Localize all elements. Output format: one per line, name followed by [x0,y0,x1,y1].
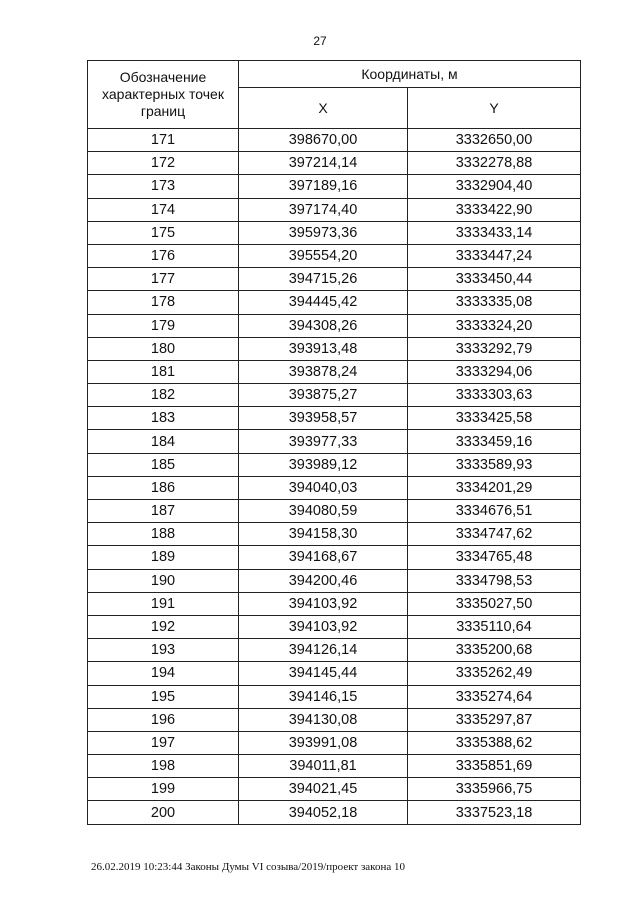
table-row [88,546,581,569]
point-cell: 193 [88,639,239,662]
point-cell: 197 [88,731,239,754]
page-number: 27 [313,34,327,48]
table-row [88,476,581,499]
y-cell: 3333422,90 [408,198,581,221]
point-cell: 176 [88,244,239,267]
point-cell: 185 [88,453,239,476]
y-cell: 3337523,18 [408,801,581,824]
x-cell: 394158,30 [239,523,408,546]
x-cell: 398670,00 [239,129,408,152]
table-row [88,453,581,476]
point-cell: 198 [88,755,239,778]
point-cell: 180 [88,337,239,360]
y-cell: 3334676,51 [408,500,581,523]
header-y: Y [408,88,581,129]
table-header [88,61,581,129]
x-cell: 393878,24 [239,360,408,383]
x-cell: 394103,92 [239,592,408,615]
y-cell: 3332904,40 [408,175,581,198]
point-cell: 188 [88,523,239,546]
table-row [88,268,581,291]
x-cell: 394040,03 [239,476,408,499]
x-cell: 394011,81 [239,755,408,778]
point-cell: 195 [88,685,239,708]
point-cell: 190 [88,569,239,592]
table-row [88,221,581,244]
x-cell: 394130,08 [239,708,408,731]
x-cell: 397174,40 [239,198,408,221]
x-cell: 397189,16 [239,175,408,198]
table-row [88,291,581,314]
x-cell: 394200,46 [239,569,408,592]
table-row [88,314,581,337]
table-row [88,244,581,267]
y-cell: 3332278,88 [408,152,581,175]
point-cell: 191 [88,592,239,615]
x-cell: 394021,45 [239,778,408,801]
point-cell: 173 [88,175,239,198]
x-cell: 394103,92 [239,615,408,638]
point-cell: 172 [88,152,239,175]
table-body [88,129,581,825]
header-x: X [239,88,408,129]
table-row [88,500,581,523]
y-cell: 3335274,64 [408,685,581,708]
point-cell: 196 [88,708,239,731]
footer-stamp: 26.02.2019 10:23:44 Законы Думы VI созыва/2019/проект закона 10 [91,861,405,873]
y-cell: 3333459,16 [408,430,581,453]
point-cell: 192 [88,615,239,638]
point-cell: 171 [88,129,239,152]
table-row [88,152,581,175]
y-cell: 3335262,49 [408,662,581,685]
x-cell: 393989,12 [239,453,408,476]
coordinates-table [87,60,581,825]
x-cell: 395973,36 [239,221,408,244]
x-cell: 393913,48 [239,337,408,360]
y-cell: 3334747,62 [408,523,581,546]
table-row [88,708,581,731]
table-row [88,569,581,592]
point-cell: 183 [88,407,239,430]
y-cell: 3335966,75 [408,778,581,801]
header-coordinates: Координаты, м [239,61,581,88]
point-cell: 181 [88,360,239,383]
x-cell: 394168,67 [239,546,408,569]
table-row [88,755,581,778]
table-row [88,198,581,221]
header-designation: Обозначение характерных точек границ [88,61,239,129]
table-row [88,175,581,198]
table-row [88,592,581,615]
table-row [88,615,581,638]
y-cell: 3335297,87 [408,708,581,731]
y-cell: 3333589,93 [408,453,581,476]
y-cell: 3333450,44 [408,268,581,291]
table-row [88,801,581,824]
table-row [88,407,581,430]
y-cell: 3333303,63 [408,384,581,407]
y-cell: 3333324,20 [408,314,581,337]
point-cell: 175 [88,221,239,244]
table-row [88,685,581,708]
table-row [88,337,581,360]
x-cell: 395554,20 [239,244,408,267]
y-cell: 3335851,69 [408,755,581,778]
point-cell: 194 [88,662,239,685]
point-cell: 184 [88,430,239,453]
point-cell: 178 [88,291,239,314]
y-cell: 3333433,14 [408,221,581,244]
y-cell: 3333292,79 [408,337,581,360]
point-cell: 177 [88,268,239,291]
y-cell: 3334201,29 [408,476,581,499]
x-cell: 393977,33 [239,430,408,453]
y-cell: 3335200,68 [408,639,581,662]
table-row [88,129,581,152]
point-cell: 187 [88,500,239,523]
table-row [88,360,581,383]
x-cell: 394126,14 [239,639,408,662]
y-cell: 3333447,24 [408,244,581,267]
table-row [88,662,581,685]
y-cell: 3333294,06 [408,360,581,383]
point-cell: 189 [88,546,239,569]
x-cell: 394146,15 [239,685,408,708]
point-cell: 186 [88,476,239,499]
x-cell: 394080,59 [239,500,408,523]
x-cell: 393991,08 [239,731,408,754]
x-cell: 394145,44 [239,662,408,685]
point-cell: 200 [88,801,239,824]
table-row [88,430,581,453]
y-cell: 3334765,48 [408,546,581,569]
y-cell: 3332650,00 [408,129,581,152]
x-cell: 397214,14 [239,152,408,175]
x-cell: 394445,42 [239,291,408,314]
x-cell: 394715,26 [239,268,408,291]
table-row [88,523,581,546]
x-cell: 393875,27 [239,384,408,407]
y-cell: 3333335,08 [408,291,581,314]
y-cell: 3335388,62 [408,731,581,754]
table-row [88,731,581,754]
x-cell: 394052,18 [239,801,408,824]
point-cell: 199 [88,778,239,801]
x-cell: 394308,26 [239,314,408,337]
y-cell: 3335027,50 [408,592,581,615]
x-cell: 393958,57 [239,407,408,430]
table-row [88,384,581,407]
point-cell: 179 [88,314,239,337]
table-row [88,778,581,801]
point-cell: 174 [88,198,239,221]
table-row [88,639,581,662]
y-cell: 3334798,53 [408,569,581,592]
y-cell: 3333425,58 [408,407,581,430]
y-cell: 3335110,64 [408,615,581,638]
point-cell: 182 [88,384,239,407]
